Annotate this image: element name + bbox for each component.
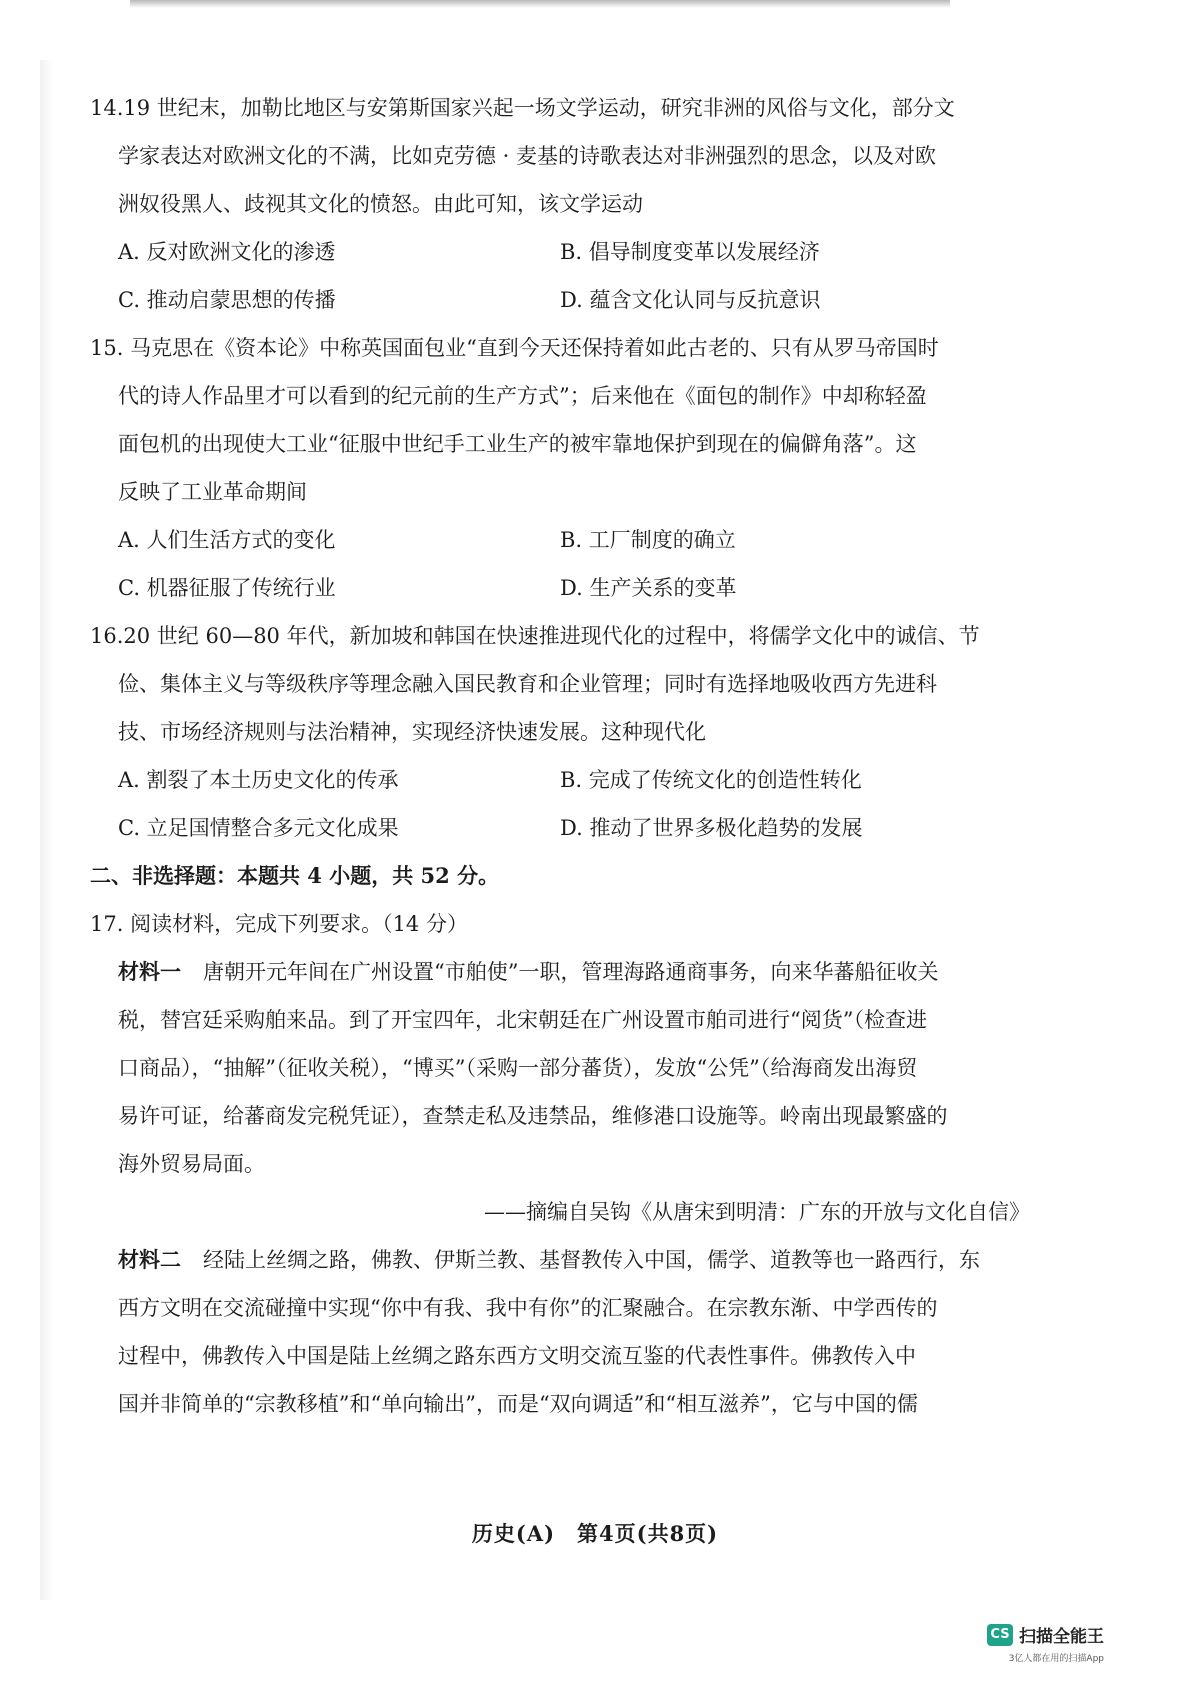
question-15-line-4: 反映了工业革命期间 xyxy=(118,480,307,504)
option-a: A. 反对欧洲文化的渗透 xyxy=(118,240,336,264)
question-16-line-2: 俭、集体主义与等级秩序等理念融入国民教育和企业管理；同时有选择地吸收西方先进科 xyxy=(118,672,937,696)
option-a: A. 人们生活方式的变化 xyxy=(118,528,336,552)
question-14-options-row-1 xyxy=(90,228,1050,276)
question-14-line-3: 洲奴役黑人、歧视其文化的愤怒。由此可知，该文学运动 xyxy=(118,192,643,216)
page-content xyxy=(90,84,1050,1428)
question-15-line-2: 代的诗人作品里才可以看到的纪元前的生产方式”；后来他在《面包的制作》中却称轻盈 xyxy=(118,384,927,408)
option-d: D. 生产关系的变革 xyxy=(560,576,737,600)
material-1-text: 唐朝开元年间在广州设置“市舶使”一职，管理海路通商事务，向来华蕃船征收关 xyxy=(203,960,939,984)
scan-side-shadow xyxy=(40,60,54,1600)
material-1-line-5: 海外贸易局面。 xyxy=(118,1152,265,1176)
section-heading: 二、非选择题：本题共 4 小题，共 52 分。 xyxy=(90,863,500,888)
question-16-line-3: 技、市场经济规则与法治精神，实现经济快速发展。这种现代化 xyxy=(118,720,706,744)
option-b: B. 完成了传统文化的创造性转化 xyxy=(560,768,862,792)
option-a: A. 割裂了本土历史文化的传承 xyxy=(118,768,399,792)
option-c: C. 立足国情整合多元文化成果 xyxy=(118,816,399,840)
material-2-line-2: 西方文明在交流碰撞中实现“你中有我、我中有你”的汇聚融合。在宗教东渐、中学西传的 xyxy=(118,1296,938,1320)
scanner-slogan: 3亿人都在用的扫描App xyxy=(1008,1654,1104,1664)
question-17-title: 17. 阅读材料，完成下列要求。（14 分） xyxy=(90,912,468,936)
scanner-watermark xyxy=(987,1622,1104,1647)
material-2-line-4: 国并非简单的“宗教移植”和“单向输出”，而是“双向调适”和“相互滋养”，它与中国的儒 xyxy=(118,1392,918,1416)
question-16-line-1: 16.20 世纪 60—80 年代，新加坡和韩国在快速推进现代化的过程中，将儒学文化中的诚信、节 xyxy=(90,624,980,648)
question-14-line-1: 14.19 世纪末，加勒比地区与安第斯国家兴起一场文学运动，研究非洲的风俗与文化，部分文 xyxy=(90,96,955,120)
question-16-options-row-1 xyxy=(90,756,1050,804)
question-16 xyxy=(90,612,1050,852)
material-1-heading: 材料一 xyxy=(118,959,181,984)
material-1-source: ——摘编自吴钩《从唐宋到明清：广东的开放与文化自信》 xyxy=(484,1200,1030,1224)
page-footer: 历史(A) 第4页(共8页) xyxy=(471,1521,719,1546)
question-15 xyxy=(90,324,1050,612)
scan-edge-shadow xyxy=(130,0,950,8)
material-2-line-3: 过程中，佛教传入中国是陆上丝绸之路东西方文明交流互鉴的代表性事件。佛教传入中 xyxy=(118,1344,916,1368)
material-2-line-1 xyxy=(90,1236,1050,1284)
question-14-options-row-2 xyxy=(90,276,1050,324)
question-15-options-row-1 xyxy=(90,516,1050,564)
question-14 xyxy=(90,84,1050,324)
question-15-line-1: 15. 马克思在《资本论》中称英国面包业“直到今天还保持着如此古老的、只有从罗马帝国时 xyxy=(90,336,939,360)
question-17 xyxy=(90,900,1050,1428)
material-1-line-1 xyxy=(90,948,1050,996)
question-14-line-2: 学家表达对欧洲文化的不满，比如克劳德 · 麦基的诗歌表达对非洲强烈的思念，以及对欧 xyxy=(118,144,937,168)
option-c: C. 机器征服了传统行业 xyxy=(118,576,336,600)
material-1-line-3: 口商品），“抽解”（征收关税），“博买”（采购一部分蕃货），发放“公凭”（给海商发出海贸 xyxy=(118,1056,918,1080)
option-d: D. 蕴含文化认同与反抗意识 xyxy=(560,288,821,312)
question-15-options-row-2 xyxy=(90,564,1050,612)
material-1-line-2: 税，替宫廷采购舶来品。到了开宝四年，北宋朝廷在广州设置市舶司进行“阅货”（检查进 xyxy=(118,1008,927,1032)
scanner-app-name: 扫描全能王 xyxy=(1019,1627,1104,1647)
camscanner-logo-icon: CS xyxy=(987,1624,1013,1646)
option-b: B. 倡导制度变革以发展经济 xyxy=(560,240,820,264)
material-2-heading: 材料二 xyxy=(118,1247,181,1272)
question-16-options-row-2 xyxy=(90,804,1050,852)
option-b: B. 工厂制度的确立 xyxy=(560,528,736,552)
option-c: C. 推动启蒙思想的传播 xyxy=(118,288,336,312)
option-d: D. 推动了世界多极化趋势的发展 xyxy=(560,816,863,840)
question-15-line-3: 面包机的出现使大工业“征服中世纪手工业生产的被牢靠地保护到现在的偏僻角落”。这 xyxy=(118,432,917,456)
material-2-text: 经陆上丝绸之路，佛教、伊斯兰教、基督教传入中国，儒学、道教等也一路西行，东 xyxy=(203,1248,980,1272)
material-1-line-4: 易许可证，给蕃商发完税凭证），查禁走私及违禁品，维修港口设施等。岭南出现最繁盛的 xyxy=(118,1104,948,1128)
